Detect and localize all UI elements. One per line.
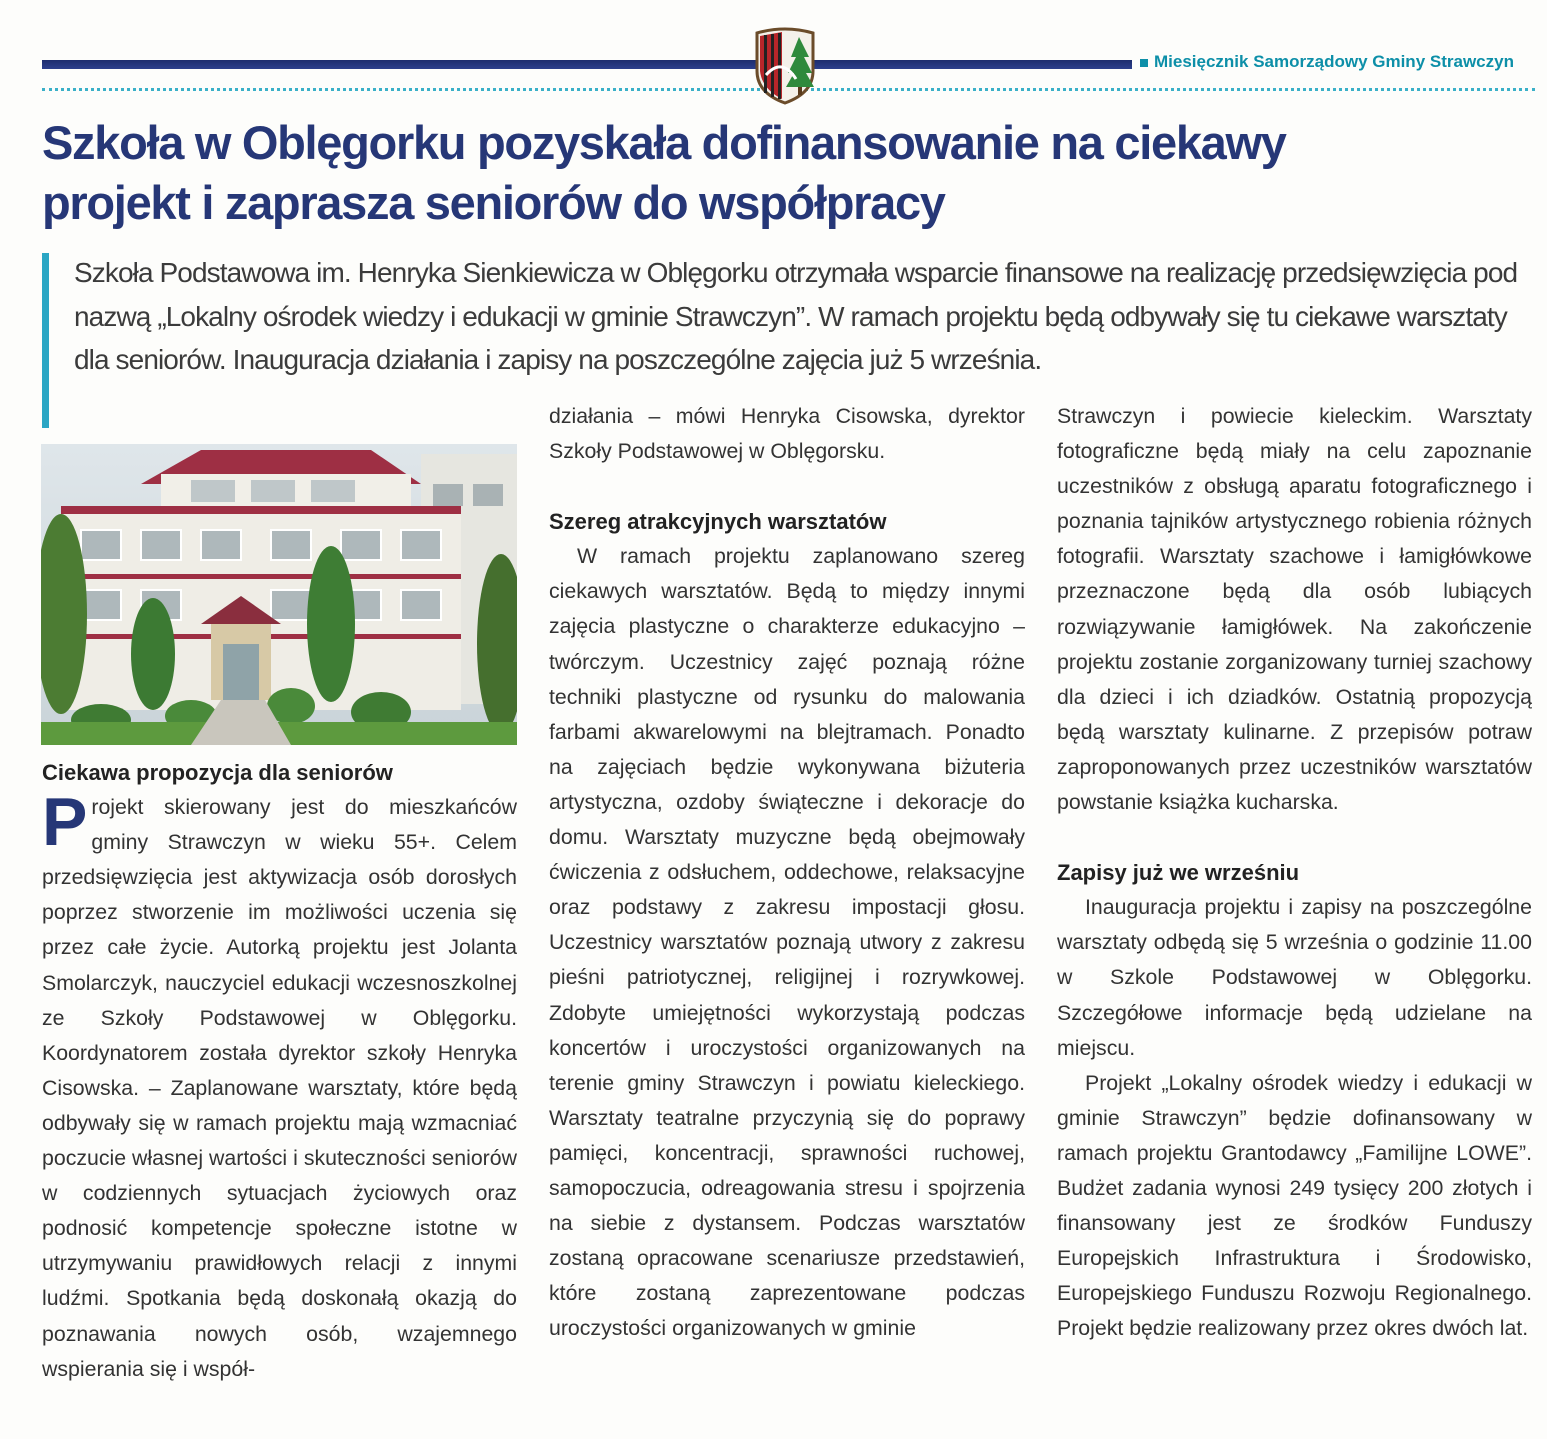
school-building-photo [41, 444, 517, 745]
column-1 [42, 755, 517, 1387]
section-paragraph: Inauguracja projektu i zapisy na poszczególne warsztaty odbędą się 5 września o godzinie 11.00 w Szkole Podstawowej w Oblęgorku. Szczegółowe informacje będą udzielane na miejscu. [1057, 895, 1532, 1060]
column-2 [549, 399, 1025, 1346]
section-heading: Ciekawa propozycja dla seniorów [42, 760, 393, 785]
column-3 [1057, 399, 1532, 1346]
section-heading: Zapisy już we wrześniu [1057, 860, 1300, 886]
publication-name: Miesięcznik Samorządowy Gminy Strawczyn [1140, 52, 1540, 72]
lead-accent-bar [42, 253, 49, 428]
section-paragraph: Projekt skierowany jest do mieszkańców gminy Strawczyn w wieku 55+. Celem przedsięwzięcia jest aktywizacja osób dorosłych poprzez stworzenie im możliwości uczenia się przez całe życie. Autorką projektu jest Jolanta Smolarczyk, nauczyciel edukacji wczesnoszkolnej ze Szkoły Podstawowej w Oblęgorku. Koordynatorem została dyrektor szkoły Henryka Cisowska. – Zaplanowane warsztaty, które będą odbywały się w ramach projektu mają wzmacniać poczucie własnej wartości i skuteczności seniorów w codziennych sytuacjach życiowych oraz podnosić kompetencje społeczne istotne w utrzymywaniu prawidłowych relacji z innymi ludźmi. Spotkania będą doskonałą okazją do poznawania nowych osób, wzajemnego wspierania się i współ- [42, 784, 517, 1381]
coat-of-arms-icon [752, 27, 818, 105]
continuation-paragraph: działania – mówi Henryka Cisowska, dyrektor Szkoły Podstawowej w Oblęgorsku. [549, 404, 1025, 464]
section-heading: Szereg atrakcyjnych warsztatów [549, 509, 887, 535]
article-title: Szkoła w Oblęgorku pozyskała dofinansowanie na ciekawy projekt i zaprasza seniorów do współpracy [42, 116, 1286, 229]
article-lead: Szkoła Podstawowa im. Henryka Sienkiewicza w Oblęgorku otrzymała wsparcie finansowe na realizację przedsięwzięcia pod nazwą „Lokalny ośrodek wiedzy i edukacji w gminie Strawczyn”. W ramach projektu będą odbywały się tu ciekawe warsztaty dla seniorów. Inauguracja działania i zapisy na poszczególne zajęcia już 5 września. [74, 257, 1518, 375]
section-paragraph: W ramach projektu zaplanowano szereg ciekawych warsztatów. Będą to między innymi zajęcia plastyczne o charakterze edukacyjno – twórczym. Uczestnicy zajęć poznają różne techniki plastyczne od rysunku do malowania farbami akwarelowymi na blejtramach. Ponadto na zajęciach będzie wykonywana biżuteria artystyczna, ozdoby świąteczne i dekoracje do domu. Warsztaty muzyczne będą obejmowały ćwiczenia z odsłuchem, oddechowe, relaksacyjne oraz podstawy z zakresu impostacji głosu. Uczestnicy warsztatów poznają utwory z zakresu pieśni patriotycznej, religijnej i rozrywkowej. Zdobyte umiejętności wykorzystają podczas koncertów i uroczystości organizowanych na terenie gminy Strawczyn i powiatu kieleckiego. Warsztaty teatralne przyczynią się do poprawy pamięci, koncentracji, sprawności ruchowej, samopoczucia, odreagowania stresu i spojrzenia na siebie z dystansem. Podczas warsztatów zostaną opracowane scenariusze przedstawień, które zostaną zaprezentowane podczas uroczystości organizowanych w gminie [549, 544, 1025, 1341]
drop-cap: P [42, 784, 88, 861]
masthead-accent-icon [1140, 59, 1148, 67]
header-rule [42, 60, 1132, 69]
continuation-paragraph: Strawczyn i powiecie kieleckim. Warsztaty fotograficzne będą miały na celu zapoznanie uczestników z obsługą aparatu fotograficznego i poznania tajników artystycznego robienia różnych fotografii. Warsztaty szachowe i łamigłówkowe przeznaczone będą dla osób lubiących rozwiązywanie łamigłówek. Na zakończenie projektu zostanie zorganizowany turniej szachowy dla dzieci i ich dziadków. Ostatnią propozycją będą warsztaty kulinarne. Z przepisów potraw zaproponowanych przez uczestników warsztatów powstanie książka kucharska. [1057, 404, 1532, 815]
section-paragraph: Projekt „Lokalny ośrodek wiedzy i edukacji w gminie Strawczyn” będzie dofinansowany w ramach projektu Grantodawcy „Familijne LOWE”. Budżet zadania wynosi 249 tysięcy 200 złotych i finansowany jest ze środków Funduszy Europejskich Infrastruktura i Środowisko, Europejskiego Funduszu Rozwoju Regionalnego. Projekt będzie realizowany przez okres dwóch lat. [1057, 1070, 1532, 1341]
